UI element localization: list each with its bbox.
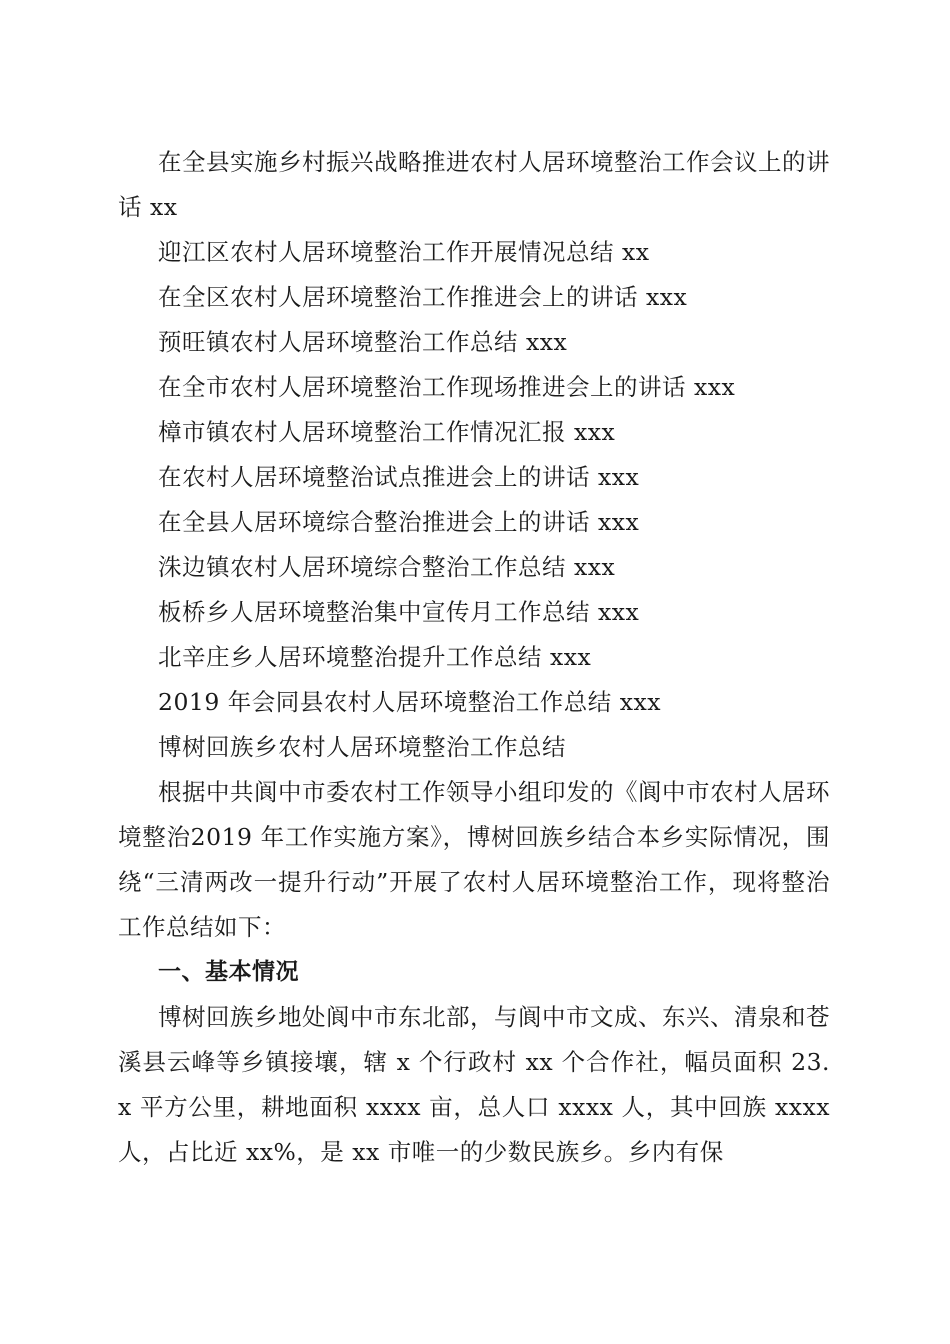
section-paragraph: 博树回族乡地处阆中市东北部，与阆中市文成、东兴、清泉和苍溪县云峰等乡镇接壤，辖 x 个行政村 xx 个合作社，幅员面积 23. x 平方公里，耕地面积 xxxx 亩，总人口 xxxx 人，其中回族 xxxx 人，占比近 xx%，是 xx 市唯一的少数民族乡。乡内有保 [118,1003,830,1166]
title-line: 2019 年会同县农村人居环境整治工作总结 xxx [158,688,662,716]
intro-paragraph: 根据中共阆中市委农村工作领导小组印发的《阆中市农村人居环境整治2019 年工作实施方案》，博树回族乡结合本乡实际情况，围绕“三清两改一提升行动”开展了农村人居环境整治工作，现将整治工作总结如下： [118,778,830,941]
title-line: 在全区农村人居环境整治工作推进会上的讲话 xxx [158,283,688,311]
title-line: 迎江区农村人居环境整治工作开展情况总结 xx [158,238,650,266]
title-line: 在全县人居环境综合整治推进会上的讲话 xxx [158,508,640,536]
title-line: 洙边镇农村人居环境综合整治工作总结 xxx [158,553,616,581]
title-line: 板桥乡人居环境整治集中宣传月工作总结 xxx [158,598,640,626]
title-line: 北辛庄乡人居环境整治提升工作总结 xxx [158,643,592,671]
title-line: 在全县实施乡村振兴战略推进农村人居环境整治工作会议上的讲话 xx [118,148,830,221]
title-line: 在农村人居环境整治试点推进会上的讲话 xxx [158,463,640,491]
title-line: 在全市农村人居环境整治工作现场推进会上的讲话 xxx [158,373,736,401]
section-heading: 一、基本情况 [158,959,299,985]
title-line: 博树回族乡农村人居环境整治工作总结 [158,733,566,761]
document-body [118,140,830,1175]
title-line: 樟市镇农村人居环境整治工作情况汇报 xxx [158,418,616,446]
title-line: 预旺镇农村人居环境整治工作总结 xxx [158,328,568,356]
